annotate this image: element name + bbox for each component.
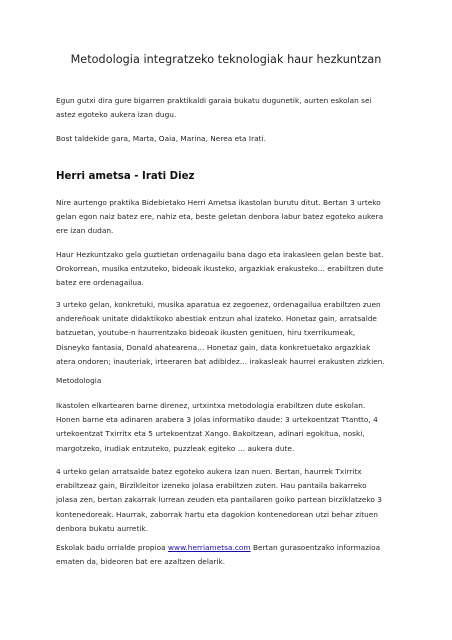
document-title: Metodologia integratzeko teknologiak haur hezkuntzan — [70, 53, 382, 66]
p1-line-1: Nire aurtengo praktika Bidebietako Herri Ametsa ikastolan burutu ditut. Bertan 3 urteko — [56, 198, 381, 207]
p6-line-2: erabiltzeaz gain, Birzikleitor izeneko jolasa erabiltzen zuten. Hau pantaila bakarreko — [56, 481, 367, 491]
p2-line-1: Haur Hezkuntzako gela guztietan ordenagailu bana dago eta irakasleen gelan beste bat. — [56, 250, 384, 259]
intro-line-2: astez egoteko aukera izan dugu. — [56, 110, 177, 120]
paragraph-6 — [56, 465, 406, 536]
p5-line-3: urtekoentzat Txirritx eta 5 urtekoentzat Xango. Bakoitzean, adinari egokitua, noski, — [56, 429, 365, 439]
p7-line-2: ematen da, bideoren bat ere azaltzen delarik. — [56, 557, 226, 567]
p5-line-2: Honen barne eta adinaren arabera 3 jolas informatiko daude: 3 urtekoentzat Ttantto, 4 — [56, 415, 378, 425]
paragraph-5 — [56, 399, 406, 456]
p5-line-4: margotzeko, irudiak entzuteko, puzzleak egiteko … aukera dute. — [56, 443, 295, 453]
paragraph-3 — [56, 298, 406, 369]
p3-line-1: 3 urteko gelan, konkretuki, musika aparatua ez zegoenez, ordenagailua erabiltzen zuen — [56, 300, 381, 309]
intro-line-1: Egun gutxi dira gure bigarren praktikaldi garaia bukatu dugunetik, aurten eskolan sei — [56, 96, 372, 105]
section-heading: Herri ametsa - Irati Diez — [56, 171, 195, 182]
team-paragraph — [56, 132, 406, 146]
p6-line-5: denbora bukatu aurretik. — [56, 523, 149, 533]
paragraph-2 — [56, 248, 406, 291]
p6-line-3: jolasa zen, bertan zakarrak lurrean zeuden eta pantailaren goiko partean birziklatzeko 3 — [56, 495, 382, 505]
p3-line-3: batzuetan, youtube-n haurrentzako bideoak ikusten genituen, hiru txerrikumeak, — [56, 328, 356, 338]
p1-line-2: gelan egon naiz batez ere, nahiz eta, beste geletan denbora labur batez egoteko aukera — [56, 212, 384, 222]
paragraph-4 — [56, 374, 406, 388]
p4-line-1: Metodologia — [56, 376, 102, 385]
p7-line-1 — [56, 541, 406, 555]
p6-line-4: kontenedoreak. Haurrak, zaborrak hartu eta dagokion kontenedorean utzi behar zituen — [56, 509, 378, 519]
website-link[interactable]: www.herriametsa.com — [168, 543, 251, 552]
intro-paragraph — [56, 94, 406, 122]
p3-line-5: atera ondoren; inauteriak, irteeraren bat adibidez… irakasleak haurrei erakusten zizkien. — [56, 356, 385, 366]
team-line-1: Bost taldekide gara, Marta, Oaia, Marina, Nerea eta Irati. — [56, 134, 266, 143]
paragraph-7 — [56, 541, 406, 569]
p7-text-before-link: Eskolak badu orrialde propioa — [56, 543, 169, 552]
p7-text-after-link: Bertan gurasoentzako informazioa — [250, 543, 381, 552]
p1-line-3: ere izan dudan. — [56, 226, 114, 236]
p3-line-2: andereñoak unitate didaktikoko abestiak entzun ahal izateko. Honetaz gain, arratsalde — [56, 314, 377, 324]
paragraph-1 — [56, 196, 406, 239]
p5-line-1: Ikastolen elkartearen barne direnez, urtxintxa metodologia erabiltzen dute eskolan. — [56, 401, 366, 410]
p2-line-2: Orokorrean, musika entzuteko, bideoak ikusteko, argazkiak erakusteko… erabiltzen dute — [56, 264, 384, 274]
p6-line-1: 4 urteko gelan arratsalde batez egoteko aukera izan nuen. Bertan, haurrek Txirritx — [56, 467, 362, 476]
p2-line-3: batez ere ordenagailua. — [56, 278, 144, 288]
p3-line-4: Disneyko fantasia, Donald ahatearena… Honetaz gain, data konkretuetako argazkiak — [56, 342, 371, 352]
